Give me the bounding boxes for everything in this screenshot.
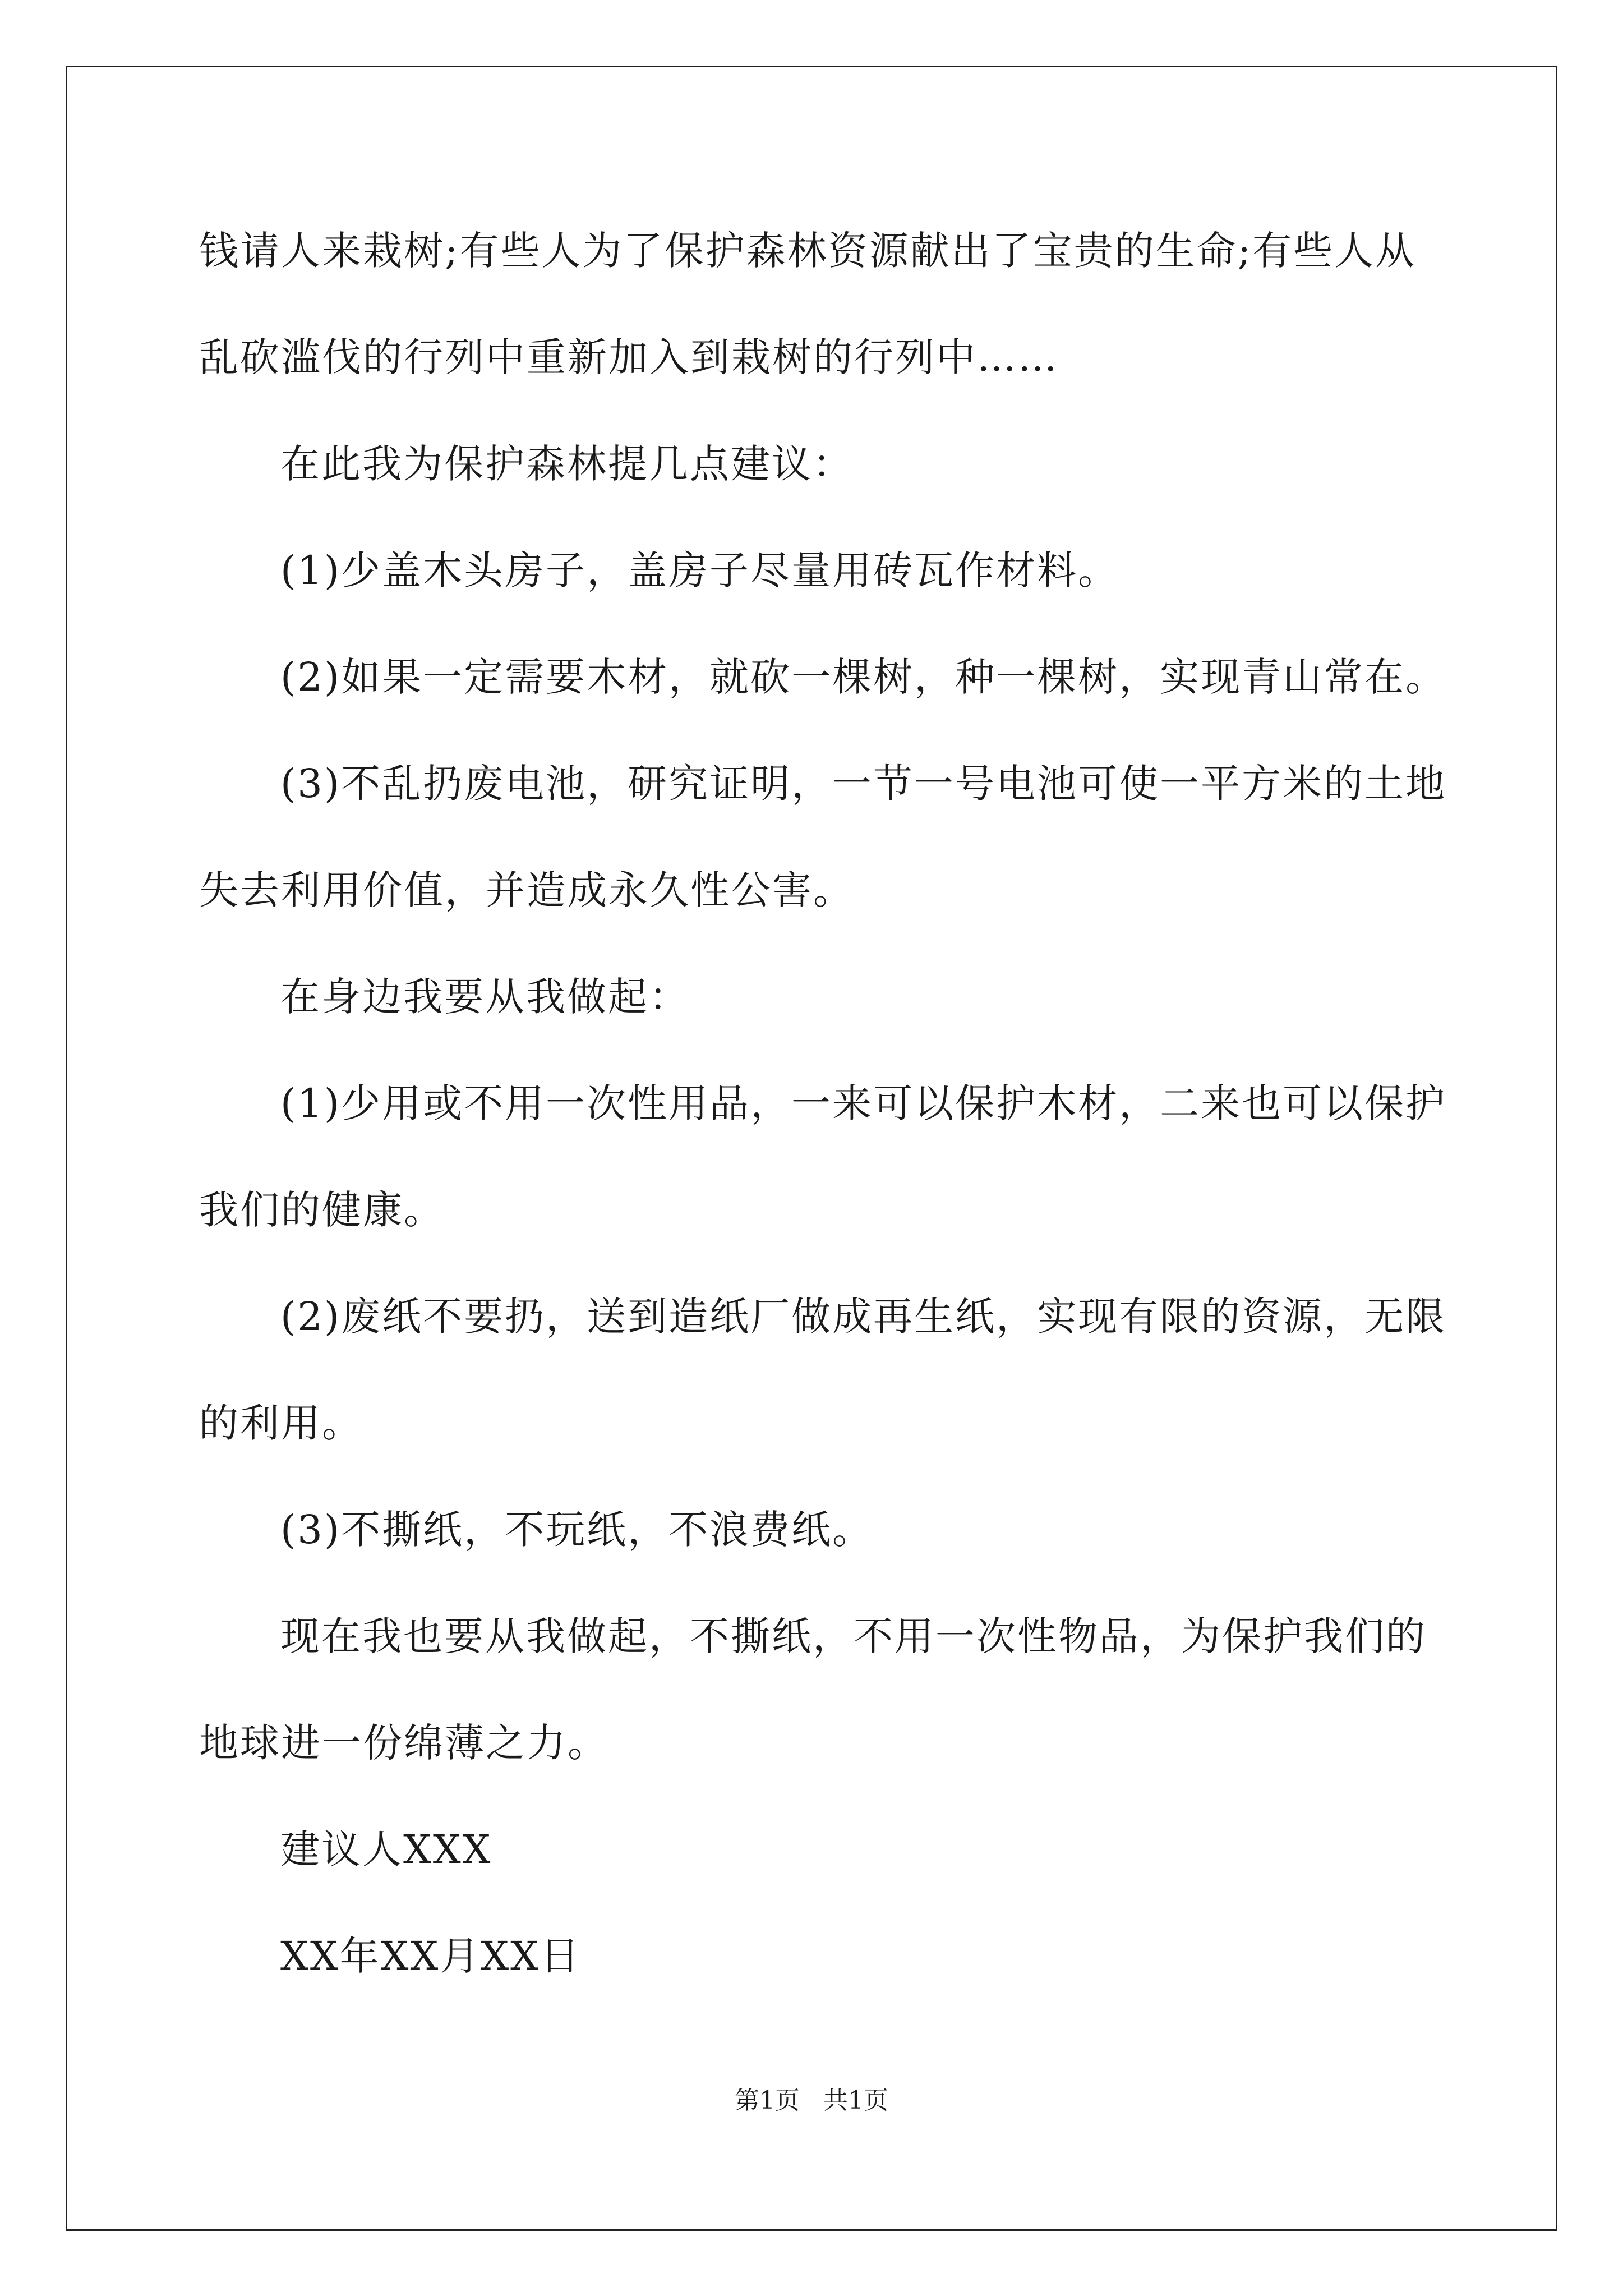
text-line: 乱砍滥伐的行列中重新加入到栽树的行列中…… (199, 334, 1059, 380)
text-line: (2)废纸不要扔，送到造纸厂做成再生纸，实现有限的资源，无限 (280, 1294, 1447, 1340)
date-line: XX年XX月XX日 (280, 1933, 582, 1979)
page-number-footer: 第1页 共1页 (735, 2086, 888, 2115)
text-line: 我们的健康。 (199, 1187, 445, 1233)
page-border (66, 66, 1557, 2231)
text-line: 在身边我要从我做起： (280, 974, 690, 1020)
signature-line: 建议人XXX (280, 1826, 492, 1872)
text-line: (3)不乱扔废电池，研究证明，一节一号电池可使一平方米的土地 (280, 761, 1447, 807)
text-line: 在此我为保护森林提几点建议： (280, 441, 854, 487)
text-line: (2)如果一定需要木材，就砍一棵树，种一棵树，实现青山常在。 (280, 654, 1447, 700)
text-line: 现在我也要从我做起，不撕纸，不用一次性物品，为保护我们的 (280, 1613, 1427, 1659)
text-line: 失去利用价值，并造成永久性公害。 (199, 867, 854, 913)
text-line: 地球进一份绵薄之力。 (199, 1720, 608, 1766)
text-line: (1)少用或不用一次性用品，一来可以保护木材，二来也可以保护 (280, 1080, 1447, 1126)
text-line: 钱请人来栽树;有些人为了保护森林资源献出了宝贵的生命;有些人从 (199, 228, 1417, 274)
text-line: (3)不撕纸，不玩纸，不浪费纸。 (280, 1507, 874, 1553)
text-line: 的利用。 (199, 1400, 363, 1446)
text-line: (1)少盖木头房子，盖房子尽量用砖瓦作材料。 (280, 547, 1119, 593)
